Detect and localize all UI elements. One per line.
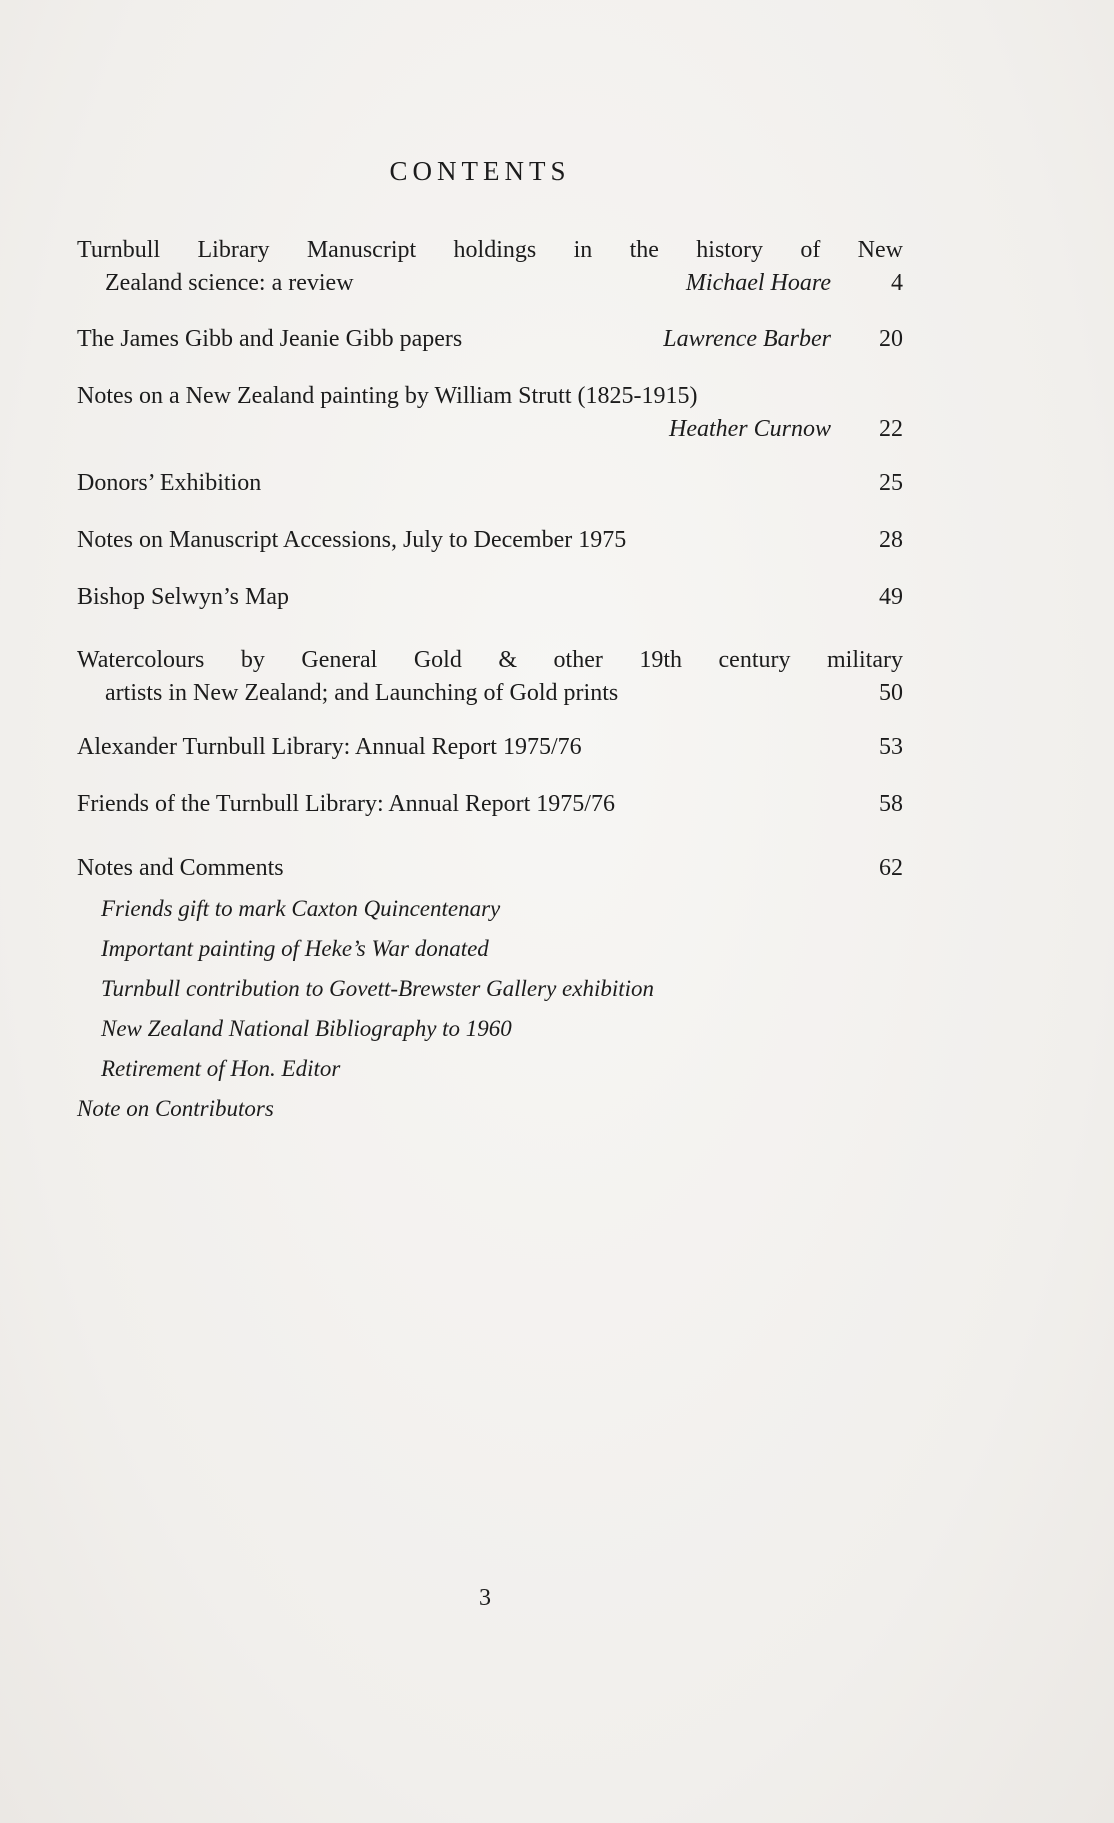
toc-entry: [77, 380, 903, 446]
toc-entry: [77, 581, 903, 614]
toc-entry-title: Alexander Turnbull Library: Annual Report 1975/76: [77, 734, 582, 760]
toc-entry: [77, 467, 903, 500]
toc-entry: [77, 852, 903, 885]
page-number: 3: [479, 1585, 491, 1611]
toc-entry-title-continued: Zealand science: a review: [105, 270, 354, 296]
contents-heading: CONTENTS: [389, 156, 571, 186]
toc-entry: [77, 234, 903, 300]
toc-entry-page: 58: [879, 791, 903, 817]
toc-entry-title: Notes on Manuscript Accessions, July to December 1975: [77, 527, 627, 553]
toc-entry-page: 25: [879, 470, 903, 496]
notes-and-comments-list: [77, 889, 903, 1129]
toc-entry-title: Turnbull Library Manuscript holdings in the history of New: [77, 237, 903, 263]
toc-entry-page: 20: [879, 326, 903, 352]
toc-entry-page: 50: [879, 680, 903, 706]
toc-entry-title: Bishop Selwyn’s Map: [77, 584, 290, 610]
sub-entry: Turnbull contribution to Govett-Brewster Gallery exhibition: [101, 976, 655, 1001]
toc-entry-page: 49: [879, 584, 903, 610]
toc-entry-author: Heather Curnow: [669, 416, 831, 442]
toc-entry-page: 53: [879, 734, 903, 760]
toc-entry-title: Donors’ Exhibition: [77, 470, 262, 496]
toc-entry-author: Lawrence Barber: [663, 326, 831, 352]
contributors-note: Note on Contributors: [77, 1096, 274, 1121]
sub-entry: Important painting of Heke’s War donated: [101, 936, 489, 961]
toc-entry-title-continued: artists in New Zealand; and Launching of Gold prints: [105, 680, 619, 706]
toc-entry-author: Michael Hoare: [685, 270, 831, 296]
toc-entry-page: 28: [879, 527, 903, 553]
toc-entry-title: Friends of the Turnbull Library: Annual Report 1975/76: [77, 791, 615, 817]
toc-entry-page: 4: [891, 270, 903, 296]
toc-entry: [77, 524, 903, 557]
toc-entry-page: 22: [879, 416, 903, 442]
toc-entry: [77, 323, 903, 356]
toc-entry-title: Notes and Comments: [77, 855, 284, 881]
sub-entry: Friends gift to mark Caxton Quincentenary: [101, 896, 501, 921]
toc-entry-page: 62: [879, 855, 903, 881]
toc-entry: [77, 644, 903, 710]
sub-entry: Retirement of Hon. Editor: [101, 1056, 341, 1081]
toc-entry-title: Watercolours by General Gold & other 19th century military: [77, 647, 903, 673]
toc-entry: [77, 788, 903, 821]
toc-entry-title: The James Gibb and Jeanie Gibb papers: [77, 326, 463, 352]
toc-entry: [77, 731, 903, 764]
toc-entry-title: Notes on a New Zealand painting by William Strutt (1825-1915): [77, 383, 698, 409]
sub-entry: New Zealand National Bibliography to 1960: [101, 1016, 512, 1041]
